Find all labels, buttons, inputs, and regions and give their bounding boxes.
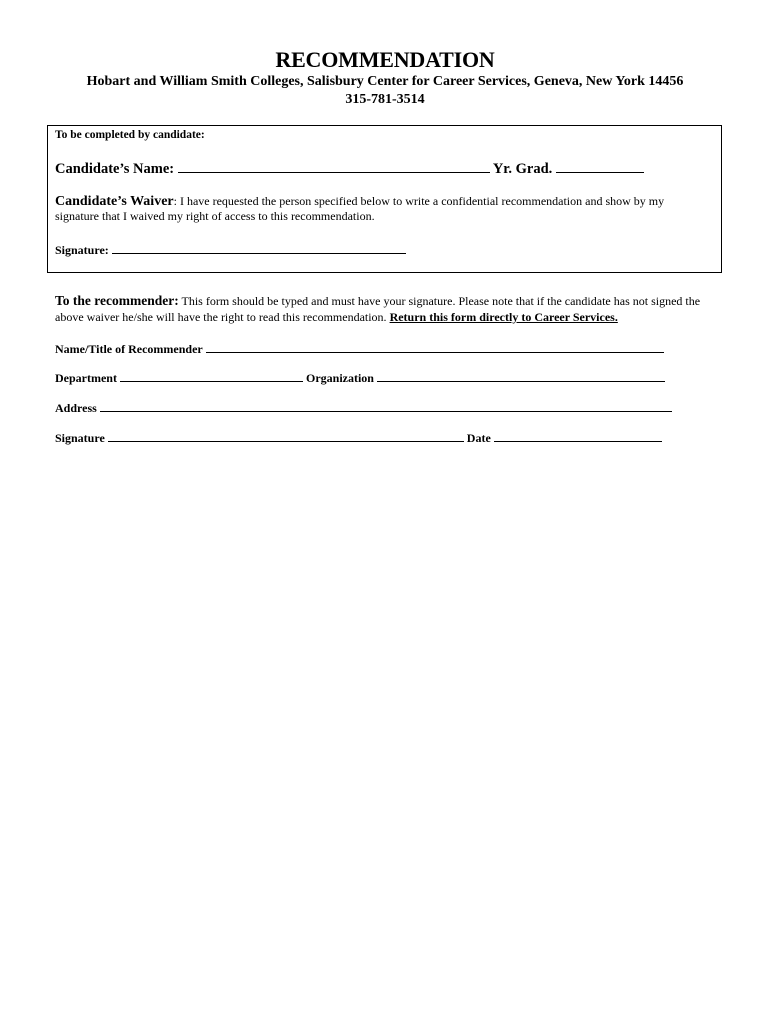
recommender-text: This form should be typed and must have your signature. Please note that if the candidate has not signed the above waiver he/she will have the right to read this recommendation. [55, 294, 701, 324]
institution-address: Hobart and William Smith Colleges, Salisbury Center for Career Services, Geneva, New York 14456 [86, 74, 684, 89]
candidate-signature-row [55, 241, 406, 258]
candidate-waiver-text: : I have requested the person specified below to write a confidential recommendation and show by my signature that I waived my right of access to this recommendation. [55, 194, 665, 223]
year-grad-field[interactable] [556, 160, 644, 173]
institution-phone: 315-781-3514 [345, 92, 425, 107]
candidate-section [47, 125, 722, 273]
recommender-name-row [55, 340, 664, 357]
year-grad-label: Yr. Grad. [492, 161, 553, 177]
candidate-section-heading: To be completed by candidate: [55, 129, 205, 141]
organization-field[interactable] [377, 369, 665, 382]
candidate-name-row [55, 160, 644, 178]
return-note: Return this form directly to Career Services. [389, 310, 618, 324]
page-subtitle [0, 73, 770, 109]
department-field[interactable] [120, 369, 303, 382]
candidate-name-field[interactable] [178, 160, 490, 173]
recommender-label: To the recommender: [55, 293, 179, 308]
recommender-signature-label: Signature [55, 431, 105, 445]
address-row [55, 399, 672, 416]
candidate-signature-field[interactable] [112, 241, 406, 254]
recommender-name-label: Name/Title of Recommender [55, 342, 203, 356]
recommender-instructions [55, 293, 725, 325]
date-field[interactable] [494, 429, 662, 442]
department-row [55, 369, 665, 386]
date-label: Date [466, 431, 491, 445]
recommender-signature-field[interactable] [108, 429, 464, 442]
candidate-name-label: Candidate’s Name: [55, 161, 175, 177]
candidate-waiver [55, 194, 705, 224]
candidate-waiver-label: Candidate’s Waiver [55, 194, 174, 209]
address-label: Address [55, 401, 97, 415]
page-title: RECOMMENDATION [275, 47, 495, 72]
recommender-name-field[interactable] [206, 340, 664, 353]
organization-label: Organization [305, 371, 374, 385]
address-field[interactable] [100, 399, 672, 412]
recommender-signature-row [55, 429, 662, 446]
candidate-signature-label: Signature: [55, 243, 109, 257]
department-label: Department [55, 371, 117, 385]
